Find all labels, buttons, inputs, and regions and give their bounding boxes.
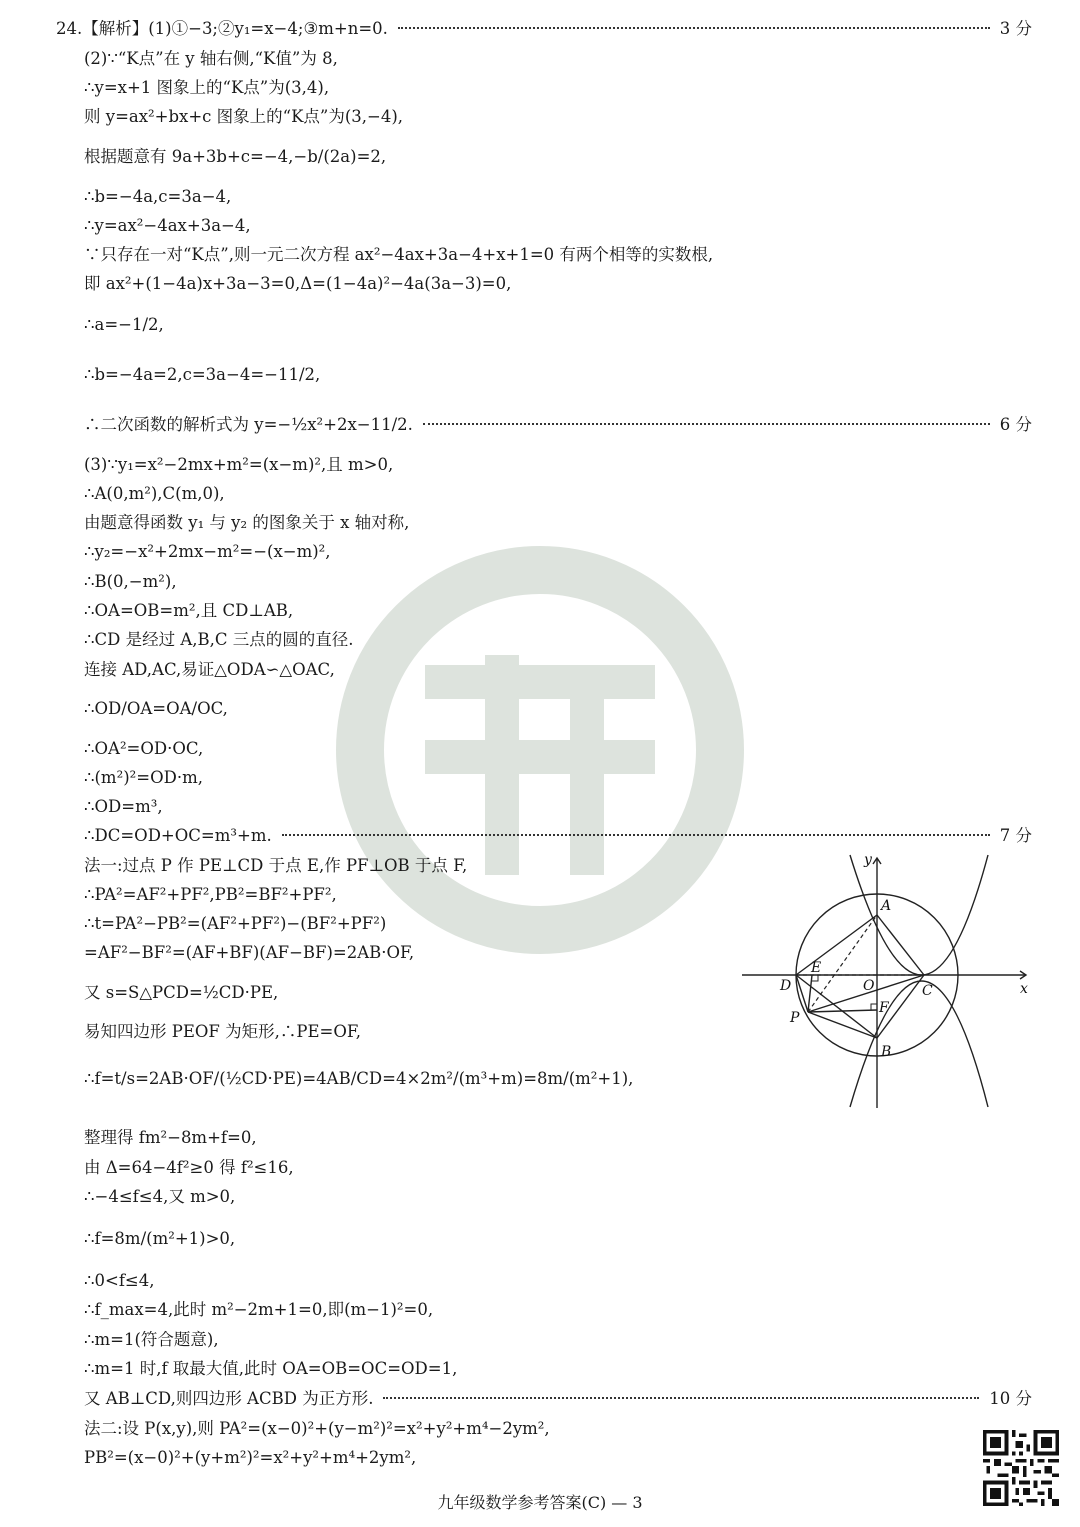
solution-line: ∴DC=OD+OC=m³+m. 7 分 [84, 826, 1032, 845]
solution-line: ∴A(0,m²),C(m,0), [84, 484, 225, 503]
solution-line: 由题意得函数 y₁ 与 y₂ 的图象关于 x 轴对称, [84, 513, 410, 532]
solution-line: ∴f=t/s=2AB·OF/(½CD·PE)=4AB/CD=4×2m²/(m³+m)=8m/(m²+1), [84, 1069, 634, 1088]
solution-line: 即 ax²+(1−4a)x+3a−3=0,Δ=(1−4a)²−4a(3a−3)=0, [84, 274, 512, 293]
solution-line: ∴f=8m/(m²+1)>0, [84, 1229, 236, 1248]
solution-line: ∴CD 是经过 A,B,C 三点的圆的直径. [84, 630, 354, 649]
solution-line: ∴PA²=AF²+PF²,PB²=BF²+PF², [84, 885, 337, 904]
label-E: E [811, 960, 822, 976]
solution-line: ∴y=x+1 图象上的“K点”为(3,4), [84, 78, 330, 97]
label-P: P [790, 1010, 800, 1026]
solution-line: 根据题意有 9a+3b+c=−4,−b/(2a)=2, [84, 147, 387, 166]
solution-line: ∴OD=m³, [84, 797, 163, 816]
solution-line: ∴y₂=−x²+2mx−m²=−(x−m)², [84, 542, 331, 561]
solution-line: 又 AB⊥CD,则四边形 ACBD 为正方形. 10 分 [84, 1389, 1032, 1408]
solution-line: ∴m=1(符合题意), [84, 1330, 219, 1349]
solution-line: (2)∵“K点”在 y 轴右侧,“K值”为 8, [84, 49, 338, 68]
solution-line: ∴−4≤f≤4,又 m>0, [84, 1187, 236, 1206]
solution-line: ∴二次函数的解析式为 y=−½x²+2x−11/2. 6 分 [84, 415, 1032, 434]
solution-line: ∴OD/OA=OA/OC, [84, 699, 228, 718]
solution-line: 则 y=ax²+bx+c 图象上的“K点”为(3,−4), [84, 107, 404, 126]
axis-label-y: y [864, 852, 872, 868]
geometry-figure [738, 850, 1038, 1115]
solution-line: 由 Δ=64−4f²≥0 得 f²≤16, [84, 1158, 294, 1177]
solution-line: ∴b=−4a,c=3a−4, [84, 187, 232, 206]
solution-line: ∴t=PA²−PB²=(AF²+PF²)−(BF²+PF²) [84, 914, 387, 933]
solution-line: ∴m=1 时,f 取最大值,此时 OA=OB=OC=OD=1, [84, 1359, 458, 1378]
solution-line: 24.【解析】(1)①−3;②y₁=x−4;③m+n=0. 3 分 [56, 19, 1032, 38]
label-B: B [881, 1044, 892, 1060]
label-D: D [780, 978, 792, 994]
page-footer: 九年级数学参考答案(C) — 3 [437, 1493, 643, 1512]
label-F: F [879, 1000, 889, 1016]
solution-line: ∴f_max=4,此时 m²−2m+1=0,即(m−1)²=0, [84, 1300, 434, 1319]
label-O: O [863, 978, 875, 994]
solution-line: ∴a=−1/2, [84, 315, 164, 334]
solution-line: ∴OA²=OD·OC, [84, 739, 204, 758]
solution-line: ∴b=−4a=2,c=3a−4=−11/2, [84, 365, 321, 384]
solution-line: PB²=(x−0)²+(y+m²)²=x²+y²+m⁴+2ym², [84, 1448, 417, 1467]
solution-line: ∴(m²)²=OD·m, [84, 768, 203, 787]
label-A: A [881, 898, 892, 914]
solution-line: 易知四边形 PEOF 为矩形,∴PE=OF, [84, 1022, 361, 1041]
solution-line: ∵只存在一对“K点”,则一元二次方程 ax²−4ax+3a−4+x+1=0 有两个相等的实数根, [84, 245, 714, 264]
solution-line: =AF²−BF²=(AF+BF)(AF−BF)=2AB·OF, [84, 943, 415, 962]
solution-line: ∴OA=OB=m²,且 CD⊥AB, [84, 601, 294, 620]
solution-line: ∴y=ax²−4ax+3a−4, [84, 216, 251, 235]
solution-line: 又 s=S△PCD=½CD·PE, [84, 983, 279, 1002]
axis-label-x: x [1020, 981, 1028, 997]
solution-line: 连接 AD,AC,易证△ODA∽△OAC, [84, 660, 335, 679]
solution-line: 整理得 fm²−8m+f=0, [84, 1128, 257, 1147]
solution-line: ∴B(0,−m²), [84, 572, 177, 591]
solution-line: ∴0<f≤4, [84, 1271, 155, 1290]
label-C: C [922, 983, 933, 999]
solution-line: (3)∵y₁=x²−2mx+m²=(x−m)²,且 m>0, [84, 455, 394, 474]
solution-line: 法二:设 P(x,y),则 PA²=(x−0)²+(y−m²)²=x²+y²+m⁴−2ym², [84, 1419, 550, 1438]
solution-line: 法一:过点 P 作 PE⊥CD 于点 E,作 PF⊥OB 于点 F, [84, 856, 468, 875]
